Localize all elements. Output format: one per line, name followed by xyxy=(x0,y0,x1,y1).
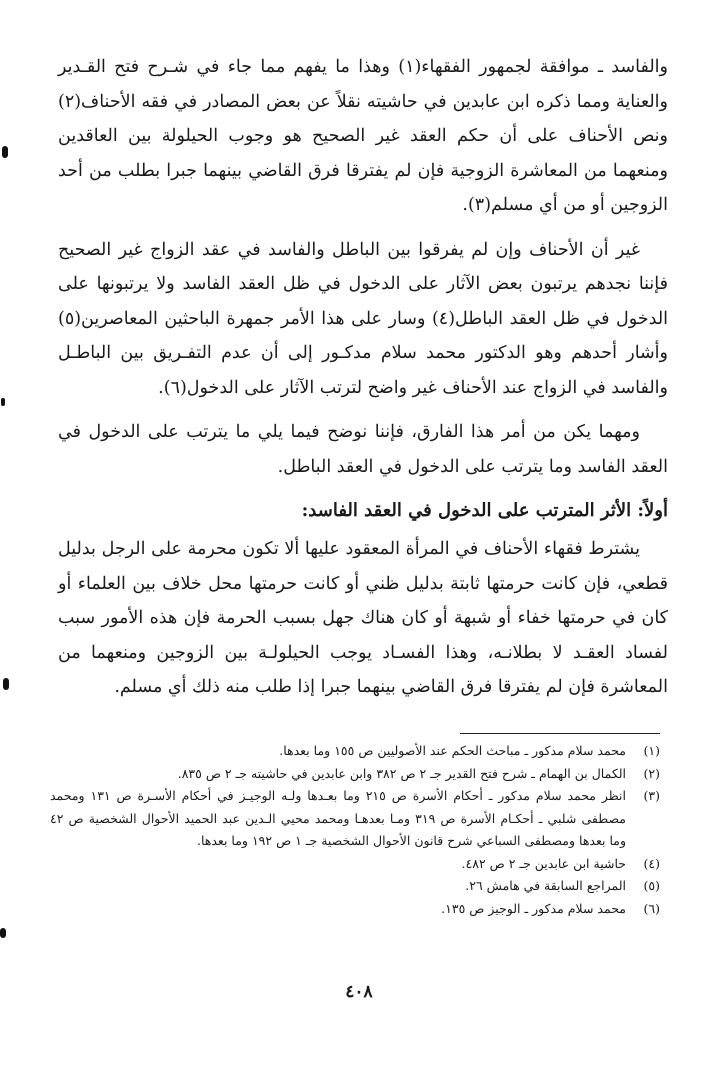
footnote-item xyxy=(50,875,660,898)
footnote-text: محمد سلام مدكور ـ مباحث الحكم عند الأصوليين ص ١٥٥ وما بعدها. xyxy=(279,743,626,758)
footnote-text: محمد سلام مدكور ـ الوجيز ص ١٣٥. xyxy=(441,900,626,916)
footnote-number: (٦) xyxy=(643,900,660,916)
footnote-item xyxy=(50,898,660,921)
footnote-text: انظر محمد سلام مدكور ـ أحكام الأسرة ص ٢١٥ وما بعـدها ولـه الوجيـز في أحكام الأسـرة ص ١٣١ ومحمد مصطفى شلبي ـ أحكـام الأسرة ص ٣١٩ ومـا بعدهـا ومحمد محيي الـدين عبد الحميد الأحوال الشخصية ص ٤٢ وما بعدها ومصطفى السباعي شرح قانون الأحوال الشخصية جـ ١ ص ١٩٢ وما بعدها. xyxy=(50,788,627,848)
scan-mark xyxy=(3,678,9,690)
scan-mark xyxy=(1,398,5,406)
footnote-item xyxy=(50,785,660,853)
scan-mark xyxy=(2,146,8,158)
footnotes xyxy=(50,740,660,920)
page-number: ٤٠٨ xyxy=(345,982,373,1002)
footnote-text: الكمال بن الهمام ـ شرح فتح القدير جـ ٢ ص ٣٨٢ وابن عابدين في حاشيته جـ ٢ ص ٨٣٥. xyxy=(177,765,626,781)
paragraph: غير أن الأحناف وإن لم يفرقوا بين الباطل والفاسد في عقد الزواج غير الصحيح فإننا نجدهم يرتبون بعض الآثار على الدخول في ظل العقد الفاسد ولا يرتبونها على الدخول في ظل العقد الباطل(٤) وسار على هذا الأمر جمهرة الباحثين المعاصرين(٥) وأشار أحدهم وهو الدكتور محمد سلام مدكـور إلى أن عدم التفـريق بين الباطـل والفاسد في الزواج عند الأحناف غير واضح لترتب الآثار على الدخول(٦). xyxy=(58,239,669,398)
paragraph: والفاسد ـ موافقة لجمهور الفقهاء(١) وهذا ما يفهم مما جاء في شـرح فتح القـدير والعناية ومما ذكره ابن عابدين في حاشيته نقلاً عن بعض المصادر في فقه الأحناف(٢) ونص الأحناف على أن حكم العقد غير الصحيح هو وجوب الحيلولة بين العاقدين ومنعهما من المعاشرة الزوجية فإن لم يفترقا فرق القاضي بينهما جبرا بطلب من أحد الزوجين أو من أي مسلم(٣). xyxy=(58,57,668,215)
footnote-item xyxy=(50,853,660,876)
scan-mark xyxy=(0,928,6,938)
paragraph: ومهما يكن من أمر هذا الفارق، فإننا نوضح فيما يلي ما يترتب على الدخول في العقد الفاسد وما يترتب على الدخول في العقد الباطل. xyxy=(58,422,668,477)
footnote-text: المراجع السابقة في هامش ٢٦. xyxy=(465,878,626,893)
footnote-number: (١) xyxy=(643,743,660,758)
footnote-number: (٤) xyxy=(643,855,660,871)
footnote-text: حاشية ابن عابدين جـ ٢ ص ٤٨٢. xyxy=(461,855,626,871)
footnote-number: (٥) xyxy=(643,878,660,893)
footnote-divider xyxy=(460,733,660,734)
page-body xyxy=(58,50,668,715)
footnote-item xyxy=(50,740,660,763)
footnote-item xyxy=(50,763,660,786)
footnote-number: (٢) xyxy=(643,765,660,781)
section-heading: أولاً: الأثر المترتب على الدخول في العقد الفاسد: xyxy=(301,500,668,521)
paragraph: يشترط فقهاء الأحناف في المرأة المعقود عليها ألا تكون محرمة على الرجل بدليل قطعي، فإن كانت حرمتها ثابتة بدليل ظني أو كانت حرمتها محل خلاف بين العلماء أو كان في حرمتها خفاء أو شبهة أو كان هناك جهل بسبب الحرمة فإن هذه الأمور سبب لفساد العقـد لا بطلانـه، وهذا الفسـاد يوجب الحيلولـة بين الزوجين ومنعهما من المعاشرة فإن لم يفترقا فرق القاضي بينهما جبرا إذا طلب منه ذلك أي مسلم. xyxy=(58,539,668,697)
footnote-number: (٣) xyxy=(643,788,660,803)
